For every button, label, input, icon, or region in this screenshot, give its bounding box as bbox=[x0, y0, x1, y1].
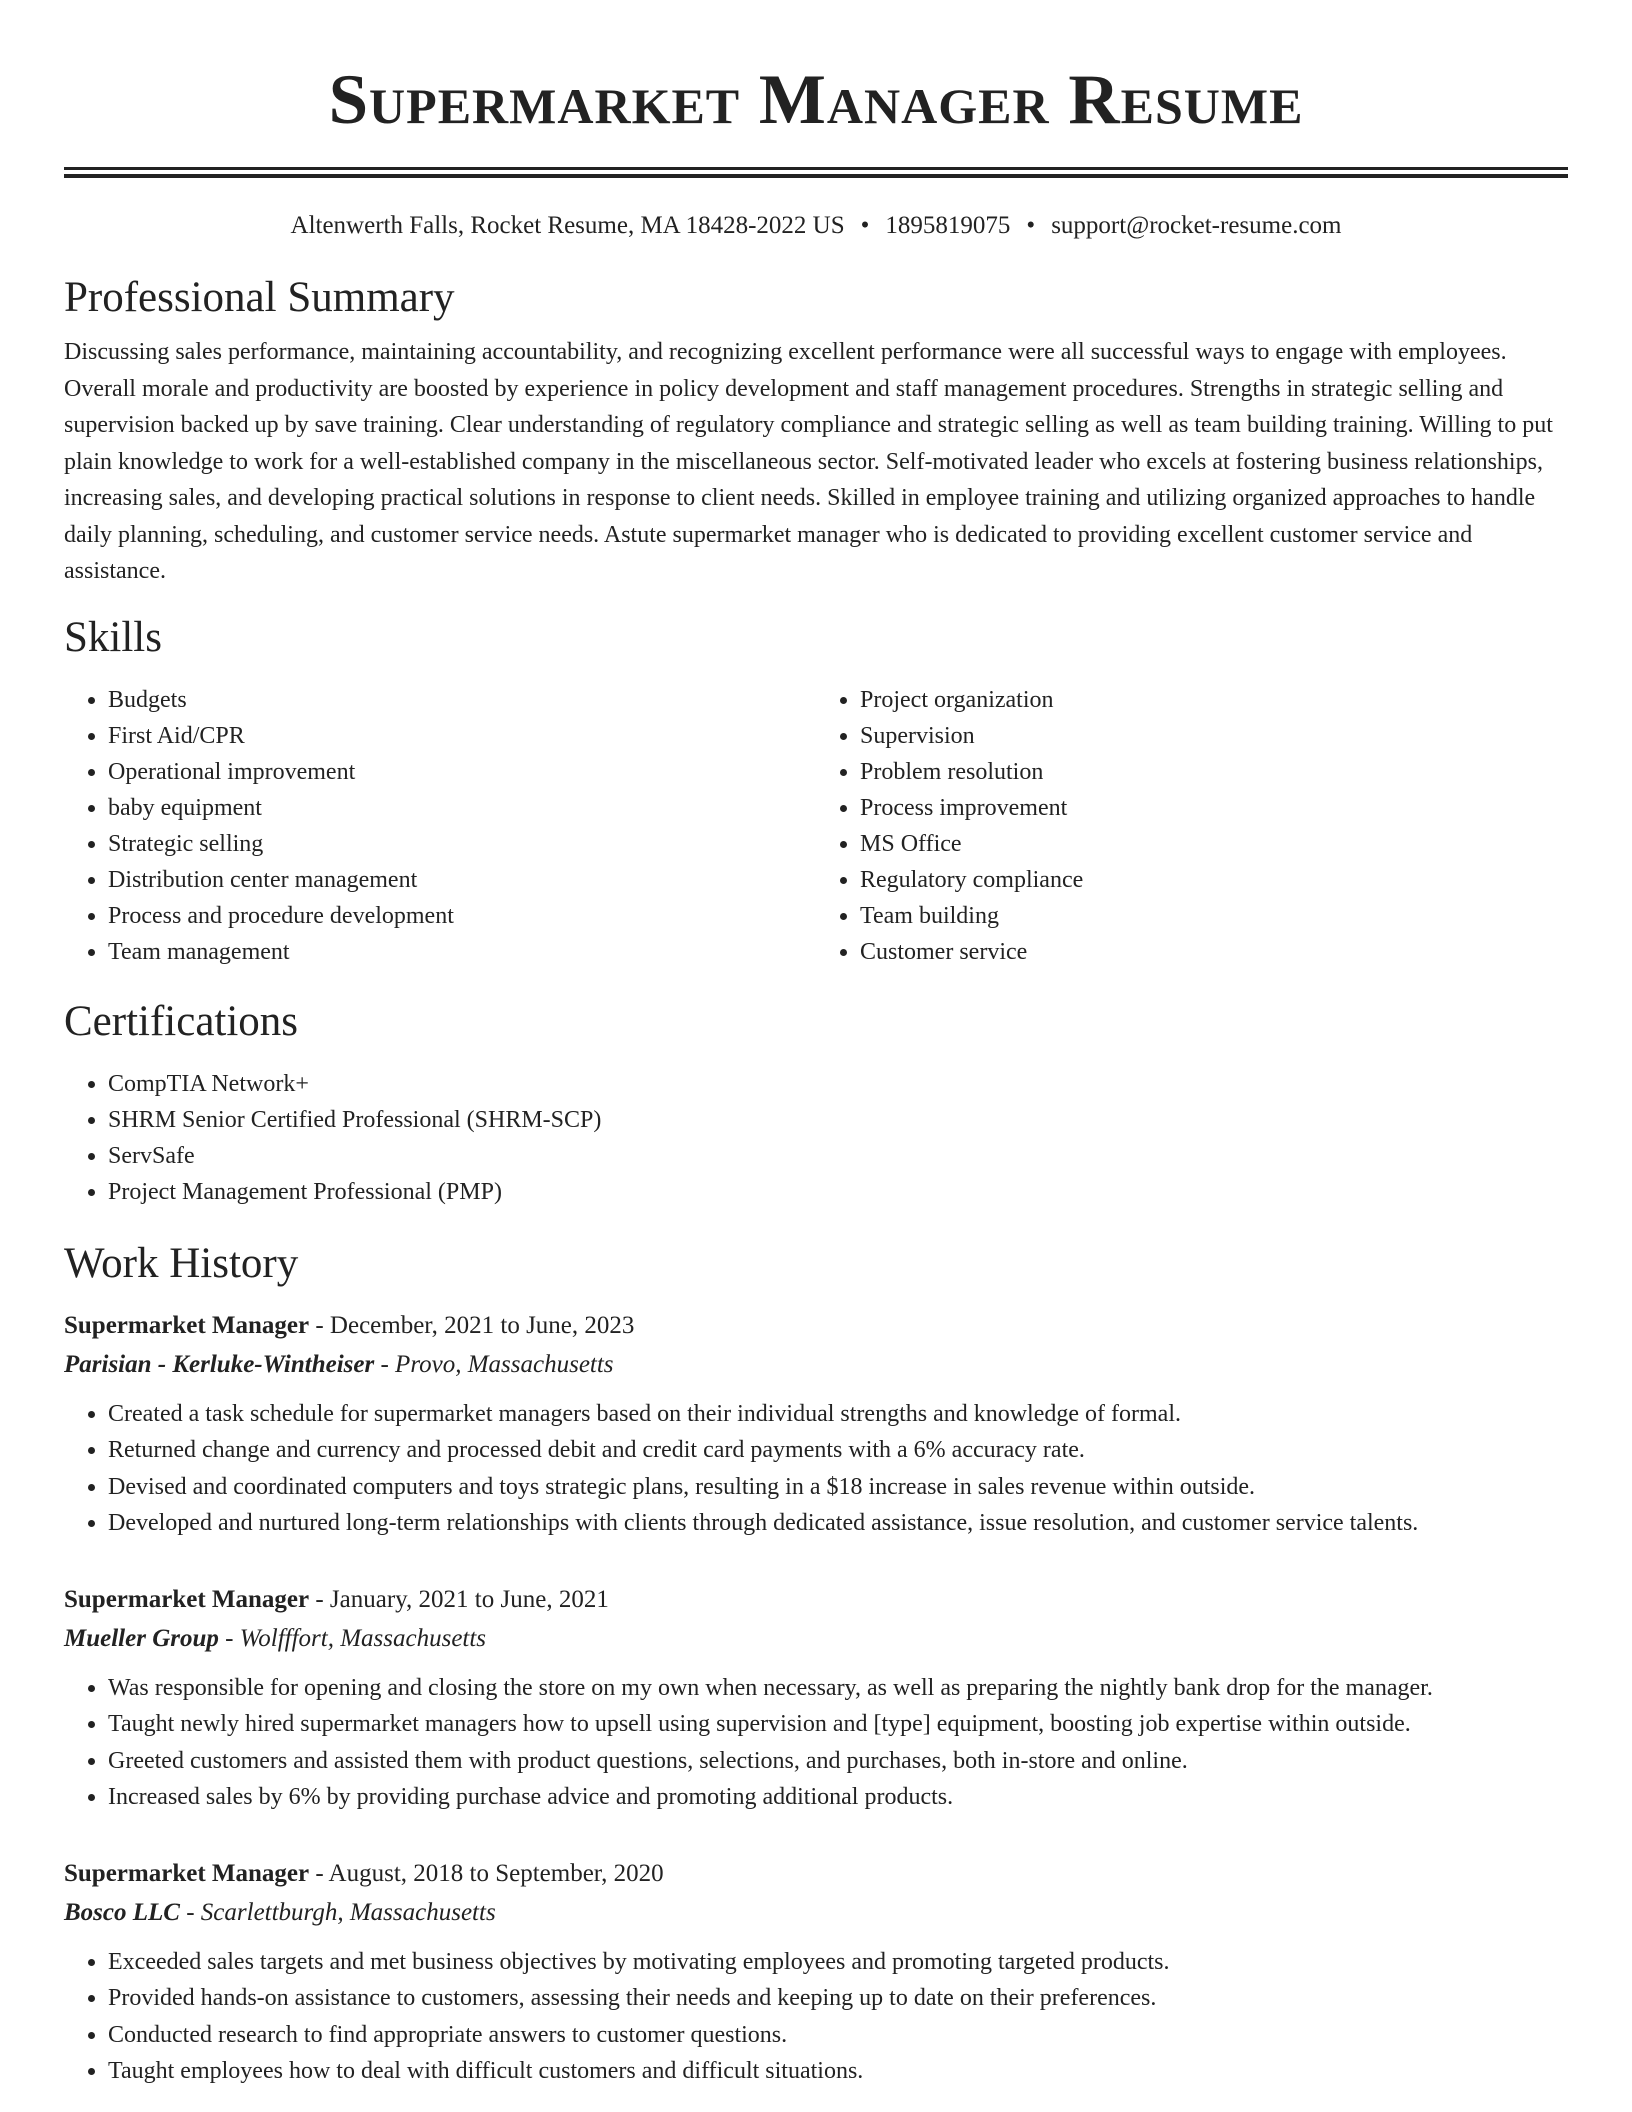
skill-item: • Customer service bbox=[860, 934, 1568, 970]
job-dates: January, 2021 to June, 2021 bbox=[329, 1585, 609, 1613]
duty-item: • Devised and coordinated computers and toys strategic plans, resulting in a $18 increase in sales revenue within outside. bbox=[108, 1469, 1568, 1506]
duty-item: • Developed and nurtured long-term relationships with clients through dedicated assistance, issue resolution, and customer service talents. bbox=[108, 1505, 1568, 1542]
job-company: Bosco LLC bbox=[64, 1898, 180, 1926]
job-title: Supermarket Manager bbox=[64, 1311, 310, 1339]
duty-item: • Taught newly hired supermarket managers how to upsell using supervision and [type] equipment, boosting job expertise within outside. bbox=[108, 1706, 1568, 1743]
duty-item: • Provided hands-on assistance to customers, assessing their needs and keeping up to date on their preferences. bbox=[108, 1980, 1568, 2017]
skill-item: • Process and procedure development bbox=[108, 898, 816, 934]
skills-list-right bbox=[816, 682, 1568, 970]
job-company: Parisian - Kerluke-Wintheiser bbox=[64, 1350, 375, 1378]
job-company-line: Mueller Group - Wolfffort, Massachusetts bbox=[64, 1624, 487, 1652]
skills-columns bbox=[64, 682, 1568, 970]
skill-item: • Team building bbox=[860, 898, 1568, 934]
skill-item: • First Aid/CPR bbox=[108, 718, 816, 754]
title-divider bbox=[64, 167, 1568, 178]
contact-separator: • bbox=[1026, 212, 1036, 239]
job-dates: December, 2021 to June, 2023 bbox=[329, 1311, 635, 1339]
job-title: Supermarket Manager bbox=[64, 1585, 310, 1613]
job-duties bbox=[64, 1670, 1568, 1816]
summary-text: Discussing sales performance, maintaining accountability, and recognizing excellent performance were all successful ways to engage with employees. Overall morale and productivity are boosted by experience in policy development and staff management procedures. Strengths in strategic selling and supervision backed up by save training. Clear understanding of regulatory compliance and strategic selling as well as team building training. Willing to put plain knowledge to work for a well-established company in the miscellaneous sector. Self-motivated leader who excels at fostering business relationships, increasing sales, and developing practical solutions in response to client needs. Skilled in employee training and utilizing organized approaches to handle daily planning, scheduling, and customer service needs. Astute supermarket manager who is dedicated to providing excellent customer service and assistance. bbox=[64, 339, 1553, 584]
job-location: Scarlettburgh, Massachusetts bbox=[200, 1898, 496, 1926]
job-location: Wolfffort, Massachusetts bbox=[239, 1624, 487, 1652]
job-company-line: Bosco LLC - Scarlettburgh, Massachusetts bbox=[64, 1898, 496, 1926]
duty-item: • Greeted customers and assisted them with product questions, selections, and purchases, both in-store and online. bbox=[108, 1743, 1568, 1780]
duty-item: • Returned change and currency and processed debit and credit card payments with a 6% accuracy rate. bbox=[108, 1432, 1568, 1469]
job-company-line: Parisian - Kerluke-Wintheiser - Provo, Massachusetts bbox=[64, 1350, 614, 1378]
job-header: Supermarket Manager - December, 2021 to June, 2023 bbox=[64, 1311, 635, 1339]
resume-title: Supermarket Manager Resume bbox=[328, 61, 1304, 139]
work-history-section bbox=[64, 1238, 1568, 2090]
skill-item: • Distribution center management bbox=[108, 862, 816, 898]
contact-email[interactable]: support@rocket-resume.com bbox=[1051, 212, 1342, 239]
skill-item: • baby equipment bbox=[108, 790, 816, 826]
job-company: Mueller Group bbox=[64, 1624, 219, 1652]
job-entry bbox=[64, 1306, 1568, 1542]
certification-item: • CompTIA Network+ bbox=[108, 1066, 1568, 1102]
skill-item: • Regulatory compliance bbox=[860, 862, 1568, 898]
certification-item: • ServSafe bbox=[108, 1138, 1568, 1174]
skill-item: • Budgets bbox=[108, 682, 816, 718]
skill-item: • Project organization bbox=[860, 682, 1568, 718]
skill-item: • Supervision bbox=[860, 718, 1568, 754]
summary-heading: Professional Summary bbox=[64, 274, 455, 321]
duty-item: • Taught employees how to deal with difficult customers and difficult situations. bbox=[108, 2053, 1568, 2090]
skill-item: • MS Office bbox=[860, 826, 1568, 862]
skill-item: • Process improvement bbox=[860, 790, 1568, 826]
job-entry bbox=[64, 1854, 1568, 2090]
duty-item: • Increased sales by 6% by providing purchase advice and promoting additional products. bbox=[108, 1779, 1568, 1816]
work-history-heading: Work History bbox=[64, 1239, 299, 1287]
job-dates: August, 2018 to September, 2020 bbox=[328, 1859, 664, 1887]
certifications-section bbox=[64, 996, 1568, 1210]
certifications-heading: Certifications bbox=[64, 997, 299, 1045]
skill-item: • Team management bbox=[108, 934, 816, 970]
contact-phone: 1895819075 bbox=[885, 212, 1011, 239]
job-location: Provo, Massachusetts bbox=[395, 1350, 614, 1378]
duty-item: • Conducted research to find appropriate answers to customer questions. bbox=[108, 2017, 1568, 2054]
contact-line bbox=[64, 211, 1568, 241]
duty-item: • Was responsible for opening and closing the store on my own when necessary, as well as preparing the nightly bank drop for the manager. bbox=[108, 1670, 1568, 1707]
duty-item: • Created a task schedule for supermarket managers based on their individual strengths and knowledge of formal. bbox=[108, 1396, 1568, 1433]
skills-list-left bbox=[64, 682, 816, 970]
contact-separator: • bbox=[860, 212, 870, 239]
skills-section bbox=[64, 612, 1568, 970]
job-header: Supermarket Manager - January, 2021 to June, 2021 bbox=[64, 1585, 609, 1613]
contact-address: Altenwerth Falls, Rocket Resume, MA 18428-2022 US bbox=[290, 212, 845, 239]
certification-item: • Project Management Professional (PMP) bbox=[108, 1174, 1568, 1210]
skill-item: • Operational improvement bbox=[108, 754, 816, 790]
certifications-list bbox=[64, 1066, 1568, 1210]
skill-item: • Problem resolution bbox=[860, 754, 1568, 790]
job-title: Supermarket Manager bbox=[64, 1859, 310, 1887]
skills-heading: Skills bbox=[64, 613, 162, 661]
job-entry bbox=[64, 1580, 1568, 1816]
job-duties bbox=[64, 1396, 1568, 1542]
job-header: Supermarket Manager - August, 2018 to September, 2020 bbox=[64, 1859, 664, 1887]
job-duties bbox=[64, 1944, 1568, 2090]
certification-item: • SHRM Senior Certified Professional (SHRM-SCP) bbox=[108, 1102, 1568, 1138]
summary-section bbox=[64, 272, 1568, 590]
skill-item: • Strategic selling bbox=[108, 826, 816, 862]
duty-item: • Exceeded sales targets and met business objectives by motivating employees and promoting targeted products. bbox=[108, 1944, 1568, 1981]
